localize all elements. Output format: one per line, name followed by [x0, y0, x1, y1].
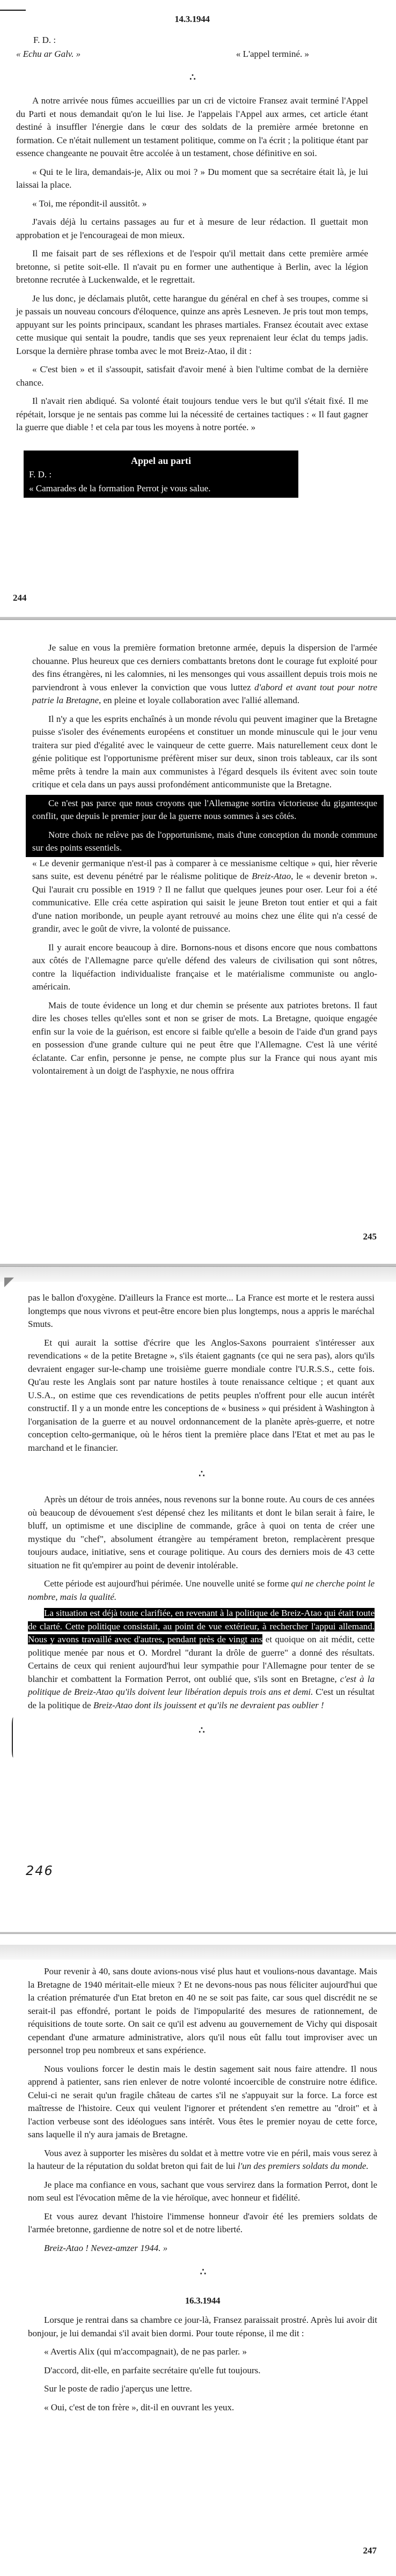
italic-run: Breiz-Atao: [252, 871, 291, 881]
section-divider: ∴: [199, 1725, 204, 1736]
text-run: , en pleine et loyale collaboration avec l'allié allemand.: [99, 695, 300, 705]
italic-run: d'abord et avant tout pour notre patrie la Bretagne: [32, 682, 377, 705]
paragraph: Il n'y a que les esprits enchaînés à un monde révolu qui peuvent imaginer que la Bretagne puisse s'isoler des événements européens et constituer un monde minuscule qui le jour venu traitera sur pied d'égalité avec le vainqueur de cette guerre. Mais naturellement ceux dont le génie politique est l'opportunisme préfèrent miser sur deux, sinon trois tableaux, car ils sont même prêts à tendre la main aux communistes à l'égard desquels ils évitent avec soin toute critique et cela dans un pays aussi profondément anticommuniste que la Bretagne.: [32, 713, 377, 789]
signoff: [28, 2242, 377, 2255]
section-divider: ∴: [189, 72, 195, 83]
paragraph: Pour revenir à 40, sans doute avions-nous visé plus haut et voulions-nous davantage. Mais la Bretagne de 1940 méritait-elle mieux ? Et ne devons-nous pas nous féliciter aujourd'hui que la création prématurée d'un Etat breton en 40 ne se soit pas faite, car sous quel discrédit ne se serait-il pas effondré, portant le poids de l'impopularité des mesures de rationnement, de réquisitions de toute sorte. On sait ce qu'il est advenu au gouvernement de Vichy qui disposait cependant d'une armature administrative, alors qu'il nous eût fallu tout improviser avec un personnel trop peu nombreux et sans expérience.: [28, 1966, 377, 2055]
paragraph: pas le ballon d'oxygène. D'ailleurs la France est morte... La France est morte et le restera aussi longtemps que nous vivrons et peut-être encore bien plus longtemps, nous a appris le maréchal Smuts.: [28, 1293, 375, 1329]
page-244: [0, 0, 396, 617]
highlighted-title-box: [24, 451, 298, 498]
paragraph: [28, 1607, 375, 1712]
page-number: 244: [13, 593, 27, 603]
entry-date: 16.3.1944: [185, 2295, 221, 2306]
page-245: [0, 620, 396, 1264]
paragraph: « C'est bien » et il s'assoupit, satisfait d'avoir mené à bien l'ultime combat de la dernière chance.: [16, 364, 368, 388]
paragraph: Lorsque je rentrai dans sa chambre ce jour-là, Fransez paraissait prostré. Après lui avoir dit bonjour, je lui demandai s'il avait bien dormi. Pour toute réponse, il me dit :: [28, 2315, 377, 2338]
paragraph: Il me faisait part de ses réflexions et de l'espoir qu'il mettait dans cette première armée bretonne, si petite soit-elle. Il n'avait pu en former une authentique à Berlin, avec la légion bretonne recrutée à Luckenwalde, et le regrettait.: [16, 248, 368, 285]
box-salutation: « Camarades de la formation Perrot je vous salue.: [29, 483, 211, 493]
entry-date: 14.3.1944: [174, 14, 210, 24]
paragraph: « Toi, me répondit-il aussitôt. »: [32, 198, 147, 209]
signoff-text: Breiz-Atao ! Nevez-amzer 1944. »: [44, 2242, 168, 2253]
page-247: [0, 1934, 396, 2576]
paragraph: A notre arrivée nous fûmes accueillies par un cri de victoire Fransez avait terminé l'Appel du Parti et nous demandait qu'on le lui lise. Je l'appelais l'Appel aux armes, cet article étant destiné à insuffler l'énergie dans le cœur des soldats de la première armée bretonne en formation. Ce n'était nullement un testament politique, comme on l'a écrit ; la politique étant par essence changeante ne pouvait être accolée à un testament, chose définitive en soi.: [16, 95, 368, 158]
paragraph: [32, 641, 377, 707]
highlighted-text: La situation est déjà toute clarifiée, en revenant à la politique de Breiz-Atao qui était toute de clarté. Cette politique consistait, au point de vue extérieur, à rechercher l'appui allemand. Nous y avons travaillé avec d'autres, pendant près de vingt ans: [28, 1608, 375, 1644]
text-run: , le « devenir breton ». Qui l'aurait cru possible en 1919 ? Il ne fallut que quelques jeunes pour oser. Leur foi a été communicative. Elle créa cette aspiration qui saisit le jeune Breton tout entier et qui a fait d'une nation moribonde, un peuple ayant retrouvé au moins chez une élite qui n'a cessé de grandir, avec le goût de vivre, la volonté de puissance.: [32, 871, 377, 934]
handwritten-page-number: 246: [26, 1863, 54, 1878]
paragraph: Je place ma confiance en vous, sachant que vous servirez dans la formation Perrot, dont le nom seul est l'évocation même de la vie héroïque, avec honneur et fidélité.: [28, 2179, 377, 2203]
paragraph: « Oui, c'est de ton frère », dit-il en ouvrant les yeux.: [44, 2402, 234, 2412]
page-246: [0, 1267, 396, 1932]
italic-run: c'est à la politique de Breiz-Atao qu'ils doivent leur libération depuis trois ans et demi.: [28, 1673, 375, 1697]
paragraph: « Qui te le lira, demandais-je, Alix ou moi ? » Du moment que sa secrétaire était là, je lui laissai la place.: [16, 166, 368, 190]
text-run: « Le devenir germanique n'est-il pas à comparer à ce messianisme celtique » qui, hier rêverie sans suite, est devenu pénétré par le réalisme politique de: [32, 858, 377, 881]
paragraph: [32, 857, 377, 936]
french-quote: « L'appel terminé. »: [236, 49, 309, 59]
paragraph: Après un détour de trois années, nous revenons sur la bonne route. Au cours de ces années où beaucoup de dévouement s'est dépensé chez les militants et dont le bilan serait à faire, le bluff, un optimisme et une discipline de commande, grâce à quoi on tenta de créer une mystique du "chef", absolument étrangère au tempérament breton, remplacèrent presque toujours audace, initiative, sens et courage politique. Au cours des derniers mois de 43 cette situation ne fit qu'empirer au point de devenir intolérable.: [28, 1494, 375, 1570]
section-divider: ∴: [200, 2267, 206, 2277]
highlighted-paragraph: Ce n'est pas parce que nous croyons que l'Allemagne sortira victorieuse du gigantesque conflit, que depuis le premier jour de la guerre nous sommes à ses côtés.: [32, 798, 377, 821]
paragraph: Nous voulions forcer le destin mais le destin sagement sait nous faire attendre. Il nous apprend à patienter, sans rien enlever de notre volonté incoercible de construire notre édifice. Celui-ci ne serait qu'un fragile château de cartes s'il ne s'appuyait sur la force. La force est maîtresse de l'histoire. Ceux qui veulent l'ignorer et prétendent s'en remettre au "droit" et à l'action verbeuse sont des idéologues sans intérêt. Vous êtes le premier noyau de cette force, sans laquelle il n'y aura jamais de Bretagne.: [28, 2063, 377, 2139]
text-run: C'est un résultat de la politique de: [28, 1687, 375, 1710]
scan-edge-mark: [0, 10, 26, 11]
scan-shadow: [0, 1945, 396, 1960]
text-run: Cette période est aujourd'hui périmée. Une nouvelle unité se forme: [44, 1578, 291, 1589]
paragraph: Il y aurait encore beaucoup à dire. Bornons-nous et disons encore que nous combattons aux côtés de l'Allemagne parce qu'elle défend des valeurs de civilisation qui sont nôtres, contre la liquéfaction individualiste française et le matérialisme communiste ou anglo-américain.: [32, 942, 377, 992]
section-divider: ∴: [199, 1468, 204, 1479]
text-run: Je salue en vous la première formation bretonne armée, depuis la dispersion de l'armée chouanne. Plus heureux que ces derniers combattants bretons dont le courage fut exploité pour des fins étrangères, ni les calomnies, ni les mensonges qui vous assaillent depuis trois mois ne parviendront à vous enlever la conviction que vous luttez: [32, 643, 377, 692]
paragraph: Je lus donc, je déclamais plutôt, cette harangue du général en chef à ses troupes, comme si je passais un nouveau concours d'éloquence, quinze ans après Lesneven. Je pris tout mon temps, appuyant sur les points principaux, scandant les phrases martiales. Fransez écoutait avec extase cette musique qui sentait la poudre, tandis que ses yeux reprenaient leur éclat du temps jadis. Lorsque la dernière phrase tomba avec le mot Breiz-Atao, il dit :: [16, 293, 368, 356]
highlighted-passage: [26, 795, 384, 857]
paragraph: [28, 2147, 377, 2173]
folded-corner-mark: [4, 1278, 14, 1287]
paragraph: Il n'avait rien abdiqué. Sa volonté était toujours tendue vers le but qu'il s'était fixé. Il me répétait, lorsque je ne sentais pas comme lui la nécessité de certaines tactiques : « Il faut gagner la guerre que diable ! et cela par tous les moyens à notre portée. »: [16, 396, 368, 432]
page-number: 245: [363, 1231, 377, 1242]
breton-quote: « Echu ar Galv. »: [16, 49, 81, 59]
paragraph: J'avais déjà lu certains passages au fur et à mesure de leur rédaction. Il guettait mon approbation et je l'encourageai de mon mieux.: [16, 217, 368, 240]
paragraph: Et vous aurez devant l'histoire l'immense honneur d'avoir été les premiers soldats de l'armée bretonne, gardienne de notre sol et de notre liberté.: [28, 2211, 377, 2234]
italic-run: qui ne cherche point le nombre, mais la qualité.: [28, 1578, 375, 1602]
italic-run: l'un des premiers soldats du monde.: [237, 2161, 369, 2171]
highlighted-paragraph: Notre choix ne relève pas de l'opportunisme, mais d'une conception du monde commune sur des points essentiels.: [32, 829, 377, 853]
paragraph: Sur le poste de radio j'aperçus une lettre.: [44, 2383, 192, 2394]
italic-run: Breiz-Atao dont ils jouissent et qu'ils ne devraient pas oublier !: [93, 1700, 324, 1710]
paragraph: D'accord, dit-elle, en parfaite secrétaire qu'elle fut toujours.: [44, 2365, 261, 2375]
paragraph: Mais de toute évidence un long et dur chemin se présente aux patriotes bretons. Il faut dire les choses telles qu'elles sont et non se griser de mots. La Bretagne, quoique engagée enfin sur la voie de la guérison, est encore si faible qu'elle a besoin de l'aide d'un grand pays en possession d'une grande culture qui ne peut être que l'Allemagne. C'est là une vérité éclatante. Car enfin, personne je pense, ne compte plus sur la France qui nous ayant mis volontairement à un doigt de l'asphyxie, ne nous offrira: [32, 1000, 377, 1076]
text-run: et quoique on ait médit, cette politique menée par nous et O. Mordrel "durant la drôle de guerre" a donné des résultats. Certains de ceux qui renient aujourd'hui leur sympathie pour l'Allemagne pour tenter de se blanchir et combattent la Formation Perrot, ont oublié que, s'ils sont en Bretagne,: [28, 1634, 375, 1684]
paragraph: Et qui aurait la sottise d'écrire que les Anglos-Saxons pourraient s'intéresser aux revendications « de la petite Bretagne », s'ils étaient gagnants (ce qui ne sera pas), alors qu'ils devraient engager sur-le-champ une troisième guerre mondiale contre l'U.R.S.S., cette fois. Qu'au reste les Anglais sont par nature hostiles à toute renaissance celtique ; et quant aux U.S.A., on estime que ces revendications de petits peuples n'offrent pour elle aucun intérêt constructif. Il y a un monde entre les conceptions de « business » qui président à Washington à l'organisation de la guerre et au nouvel ordonnancement de la planète après-guerre, et notre conception celto-germanique, où le héros tient la première place dans l'Etat et met au pas le marchand et le financier.: [28, 1337, 375, 1453]
text-run: Vous avez à supporter les misères du soldat et à mettre votre vie en péril, mais vous serez à la hauteur de la réputation du soldat breton qui fait de lui: [28, 2147, 377, 2171]
margin-bracket-mark: [12, 1717, 14, 1758]
page-number: 247: [363, 2545, 377, 2556]
speaker-label: F. D. :: [33, 35, 56, 45]
box-title: Appel au parti: [130, 455, 192, 466]
box-speaker: F. D. :: [29, 469, 52, 479]
scan-shadow: [0, 1267, 396, 1282]
paragraph: [28, 1577, 375, 1604]
paragraph: « Avertis Alix (qui m'accompagnait), de ne pas parler. »: [44, 2346, 247, 2357]
